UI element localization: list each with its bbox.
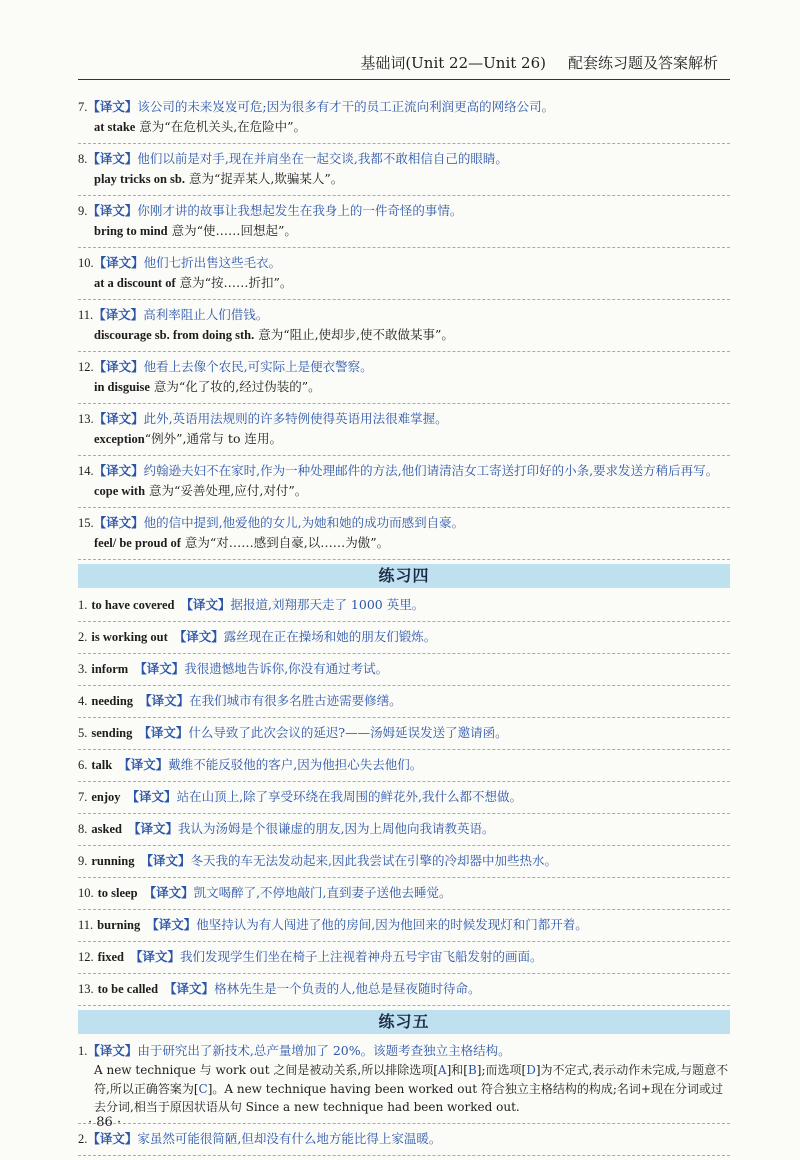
translation-text: 约翰逊夫妇不在家时,作为一种处理邮件的方法,他们请清洁女工寄送打印好的小条,要求发送方稍后再写。	[143, 463, 719, 478]
translation-tag: 【译文】	[127, 821, 178, 836]
term-note	[78, 429, 730, 449]
page-content	[78, 92, 730, 1156]
translation-tag: 【译文】	[164, 981, 215, 996]
item-number: 2.	[78, 630, 88, 644]
translation-tag: 【译文】	[87, 203, 138, 218]
answer: running	[91, 854, 135, 868]
translation-item	[78, 92, 730, 144]
translation-list	[78, 92, 730, 560]
exercise-4-item	[78, 686, 730, 718]
answer: talk	[91, 758, 113, 772]
explanation-part: ];而选项[	[476, 1063, 527, 1077]
exercise-5-item-1	[78, 1036, 730, 1124]
exercise-4-item	[78, 910, 730, 942]
translation-text: 他们以前是对手,现在并肩坐在一起交谈,我都不敢相信自己的眼睛。	[137, 151, 508, 166]
translation-tag: 【译文】	[180, 597, 231, 612]
item-number: 9.	[78, 854, 88, 868]
term: exception	[94, 432, 145, 446]
explanation-part: ]和[	[446, 1063, 468, 1077]
exercise-4-item	[78, 974, 730, 1006]
translation-tag: 【译文】	[93, 307, 144, 322]
term-explanation: 意为“按……折扣”。	[175, 275, 293, 290]
item-number: 7.	[78, 790, 88, 804]
translation-text: 我们发现学生们坐在椅子上注视着神舟五号宇宙飞船发射的画面。	[180, 949, 543, 964]
translation-text: 凯文喝醉了,不停地敲门,直到妻子送他去睡觉。	[193, 885, 452, 900]
item-number: 8.	[78, 152, 88, 166]
translation-tag: 【译文】	[87, 99, 138, 114]
translation-tag: 【译文】	[118, 757, 169, 772]
item-number: 12.	[78, 950, 94, 964]
translation-text: 格林先生是一个负责的人,他总是昼夜随时待命。	[214, 981, 481, 996]
translation-tag: 【译文】	[93, 515, 144, 530]
item-number: 9.	[78, 204, 88, 218]
item-number: 2.	[78, 1131, 88, 1146]
term-note	[78, 117, 730, 137]
translation-tag: 【译文】	[93, 359, 144, 374]
exercise-4-item	[78, 782, 730, 814]
translation-tag: 【译文】	[126, 789, 177, 804]
answer: enjoy	[91, 790, 121, 804]
term-note	[78, 325, 730, 345]
item-number: 12.	[78, 360, 94, 374]
translation-item	[78, 456, 730, 508]
term-note	[78, 533, 730, 553]
translation-text: 他的信中提到,他爱他的女儿,为她和她的成功而感到自豪。	[143, 515, 465, 530]
term: at stake	[94, 120, 136, 134]
option-d: D	[526, 1063, 536, 1077]
translation-text: 我认为汤姆是个很谦虚的朋友,因为上周他向我请教英语。	[177, 821, 495, 836]
exercise-4-item	[78, 622, 730, 654]
translation-item	[78, 508, 730, 560]
translation-tag: 【译文】	[87, 1130, 138, 1146]
answer: needing	[91, 694, 134, 708]
term: bring to mind	[94, 224, 168, 238]
exercise-4-item	[78, 590, 730, 622]
explanation-part: A new technique 与 work out 之间是被动关系,所以排除选项[	[94, 1063, 438, 1077]
translation-text: 我很遗憾地告诉你,你没有通过考试。	[184, 661, 389, 676]
translation-text: 露丝现在正在操场和她的朋友们锻炼。	[223, 629, 437, 644]
translation-text: 高利率阻止人们借钱。	[143, 307, 269, 322]
answer: to sleep	[97, 886, 138, 900]
item-number: 14.	[78, 464, 94, 478]
answer: to have covered	[91, 598, 175, 612]
term-note	[78, 273, 730, 293]
translation-text: 家虽然可能很简陋,但却没有什么地方能比得上家温暖。	[137, 1130, 442, 1146]
explanation-part: ]。A new technique having been worked out 符合独立主格结构的构成;名词+现在分词或过去分词,相当于原因状语从句 Since a new technique had been worked out.	[94, 1081, 723, 1114]
section-title-5: 练习五	[78, 1010, 730, 1034]
item-number: 10.	[78, 256, 94, 270]
item-number: 8.	[78, 822, 88, 836]
option-c: C	[198, 1081, 208, 1096]
exercise-5-item-2	[78, 1124, 730, 1156]
term: feel/ be proud of	[94, 536, 181, 550]
term-explanation: 意为“妥善处理,应付,对付”。	[145, 483, 308, 498]
translation-text: 据报道,刘翔那天走了 1000 英里。	[230, 597, 425, 612]
item-number: 13.	[78, 412, 94, 426]
translation-text: 他们七折出售这些毛衣。	[143, 255, 282, 270]
answer: burning	[97, 918, 141, 932]
translation-item	[78, 404, 730, 456]
answer: inform	[91, 662, 129, 676]
item-number: 11.	[78, 308, 94, 322]
item-number: 1.	[78, 598, 88, 612]
page-number: · 86 ·	[88, 1115, 122, 1130]
item-number: 13.	[78, 982, 94, 996]
term: at a discount of	[94, 276, 176, 290]
section-title-4: 练习四	[78, 564, 730, 588]
exercise-4-item	[78, 654, 730, 686]
term: discourage sb. from doing sth.	[94, 328, 255, 342]
item-number: 6.	[78, 758, 88, 772]
item-number: 3.	[78, 662, 88, 676]
term-note	[78, 169, 730, 189]
translation-tag: 【译文】	[87, 1043, 138, 1058]
item-number: 7.	[78, 100, 88, 114]
term: play tricks on sb.	[94, 172, 185, 186]
term-explanation: 意为“阻止,使却步,使不敢做某事”。	[254, 327, 454, 342]
translation-item	[78, 352, 730, 404]
explanation-paragraph	[78, 1061, 730, 1117]
term-note	[78, 377, 730, 397]
translation-text: 冬天我的车无法发动起来,因此我尝试在引擎的冷却器中加些热水。	[190, 853, 557, 868]
translation-tag: 【译文】	[93, 255, 144, 270]
item-number: 1.	[78, 1044, 88, 1058]
translation-text: 站在山顶上,除了享受环绕在我周围的鲜花外,我什么都不想做。	[176, 789, 523, 804]
term-explanation: 意为“使……回想起”。	[167, 223, 297, 238]
translation-text: 此外,英语用法规则的许多特例使得英语用法很难掌握。	[143, 411, 448, 426]
translation-item	[78, 144, 730, 196]
answer: asked	[91, 822, 122, 836]
exercise-4-item	[78, 718, 730, 750]
answer: to be called	[97, 982, 159, 996]
item-number: 5.	[78, 726, 88, 740]
page-header	[78, 50, 730, 80]
translation-tag: 【译文】	[139, 693, 190, 708]
exercise-4-item	[78, 750, 730, 782]
translation-tag: 【译文】	[130, 949, 181, 964]
translation-text: 什么导致了此次会议的延迟?——汤姆延误发送了邀请函。	[188, 725, 508, 740]
header-title: 基础词(Unit 22—Unit 26)	[360, 54, 546, 72]
translation-tag: 【译文】	[134, 661, 185, 676]
term-note	[78, 221, 730, 241]
translation-tag: 【译文】	[87, 151, 138, 166]
translation-item	[78, 248, 730, 300]
term-explanation: “例外”,通常与 to 连用。	[144, 431, 282, 446]
translation-text: 该公司的未来岌岌可危;因为很多有才干的员工正流向利润更高的网络公司。	[137, 99, 555, 114]
answer: is working out	[91, 630, 168, 644]
term: in disguise	[94, 380, 150, 394]
translation-text: 他看上去像个农民,可实际上是便衣警察。	[143, 359, 373, 374]
header-subtitle: 配套练习题及答案解析	[567, 54, 718, 72]
term-explanation: 意为“化了妆的,经过伪装的”。	[149, 379, 321, 394]
option-a: A	[437, 1063, 447, 1077]
translation-text: 戴维不能反驳他的客户,因为他担心失去他们。	[168, 757, 423, 772]
option-b: B	[467, 1063, 477, 1077]
answer: fixed	[97, 950, 125, 964]
translation-tag: 【译文】	[143, 885, 194, 900]
exercise-4-list	[78, 590, 730, 1006]
translation-text: 他坚持认为有人闯进了他的房间,因为他回来的时候发现灯和门都开着。	[196, 917, 588, 932]
translation-tag: 【译文】	[93, 463, 144, 478]
item-number: 11.	[78, 918, 94, 932]
exercise-4-item	[78, 846, 730, 878]
translation-text: 在我们城市有很多名胜古迹需要修缮。	[189, 693, 402, 708]
exercise-4-item	[78, 814, 730, 846]
item-number: 10.	[78, 886, 94, 900]
translation-tag: 【译文】	[173, 629, 224, 644]
translation-tag: 【译文】	[140, 853, 191, 868]
term-explanation: 意为“对……感到自豪,以……为傲”。	[180, 535, 390, 550]
item-number: 4.	[78, 694, 88, 708]
explanation-part: ]为不定式,表示动作未完成,与题意不符,所以正确答案为[	[94, 1063, 729, 1096]
exercise-4-item	[78, 942, 730, 974]
translation-item	[78, 300, 730, 352]
translation-tag: 【译文】	[93, 411, 144, 426]
term-note	[78, 481, 730, 501]
item-number: 15.	[78, 516, 94, 530]
translation-tag: 【译文】	[138, 725, 189, 740]
translation-item	[78, 196, 730, 248]
term: cope with	[94, 484, 146, 498]
translation-text: 你刚才讲的故事让我想起发生在我身上的一件奇怪的事情。	[137, 203, 463, 218]
translation-text: 由于研究出了新技术,总产量增加了 20%。该题考查独立主格结构。	[137, 1043, 511, 1058]
answer: sending	[91, 726, 133, 740]
term-explanation: 意为“捉弄某人,欺骗某人”。	[185, 171, 344, 186]
exercise-4-item	[78, 878, 730, 910]
term-explanation: 意为“在危机关头,在危险中”。	[135, 119, 307, 134]
translation-tag: 【译文】	[146, 917, 197, 932]
